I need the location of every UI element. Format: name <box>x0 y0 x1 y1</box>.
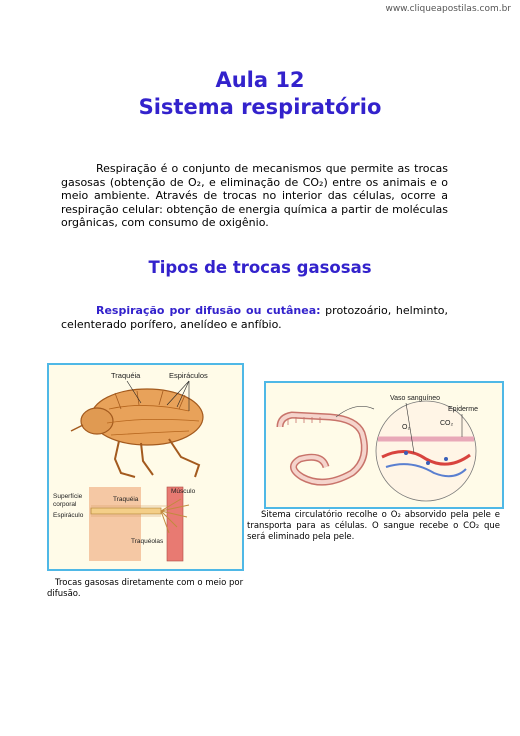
label-traqueia-bottom: Traquéia <box>113 496 139 503</box>
insect-head <box>81 408 113 434</box>
insect-illustration <box>49 365 242 569</box>
muscle-tissue <box>167 487 183 561</box>
intro-paragraph: Respiração é o conjunto de mecanismos que permite as trocas gasosas (obtenção de O₂, e eliminação de CO₂) entre os animais e o meio ambiente. Através de trocas no interior das células, ocorre a respiração celular: obtenção de energia química a partir de moléculas orgânicas, com consumo de oxigênio. <box>61 162 448 229</box>
site-url[interactable]: www.cliqueapostilas.com.br <box>385 4 511 14</box>
worm-illustration <box>266 383 502 507</box>
insect-leg <box>115 441 135 477</box>
label-co2: CO₂ <box>440 420 454 427</box>
label-epiderme: Epiderme <box>448 406 478 413</box>
section-title: Tipos de trocas gasosas <box>148 258 372 277</box>
diffusion-label: Respiração por difusão ou cutânea: <box>96 304 321 317</box>
magnified-skin-view <box>376 401 476 501</box>
label-vaso: Vaso sanguíneo <box>390 395 441 402</box>
label-espiraculos: Espiráculos <box>169 371 208 380</box>
figure2-caption: Sitema circulatório recolhe o O₂ absorvido pela pele e transporta para as células. O sangue recebe o CO₂ que será eliminado pela pele. <box>247 510 500 542</box>
title-line-2: Sistema respiratório <box>138 95 382 119</box>
insect-leg <box>169 439 199 477</box>
worm-skin-figure <box>264 381 504 509</box>
trachea-tube <box>91 508 161 514</box>
insect-trachea-figure <box>47 363 244 571</box>
label-o2: O₂ <box>402 424 411 431</box>
title-line-1: Aula 12 <box>215 68 305 92</box>
label-corporal: corporal <box>53 501 77 508</box>
label-superficie: Superfície <box>53 493 83 500</box>
insect-leg <box>141 443 153 475</box>
label-musculo: Músculo <box>171 488 196 495</box>
label-traqueolas: Traquéolas <box>131 538 164 545</box>
figure1-caption: Trocas gasosas diretamente com o meio por difusão. <box>47 578 244 599</box>
label-espiraculo: Espiráculo <box>53 512 84 519</box>
diffusion-paragraph <box>61 304 448 331</box>
diffusion-text: protozoário, helminto, celenterado porífero, anelídeo e anfíbio. <box>61 304 448 331</box>
label-traqueia-top: Traquéia <box>111 371 141 380</box>
page-title <box>0 67 520 121</box>
